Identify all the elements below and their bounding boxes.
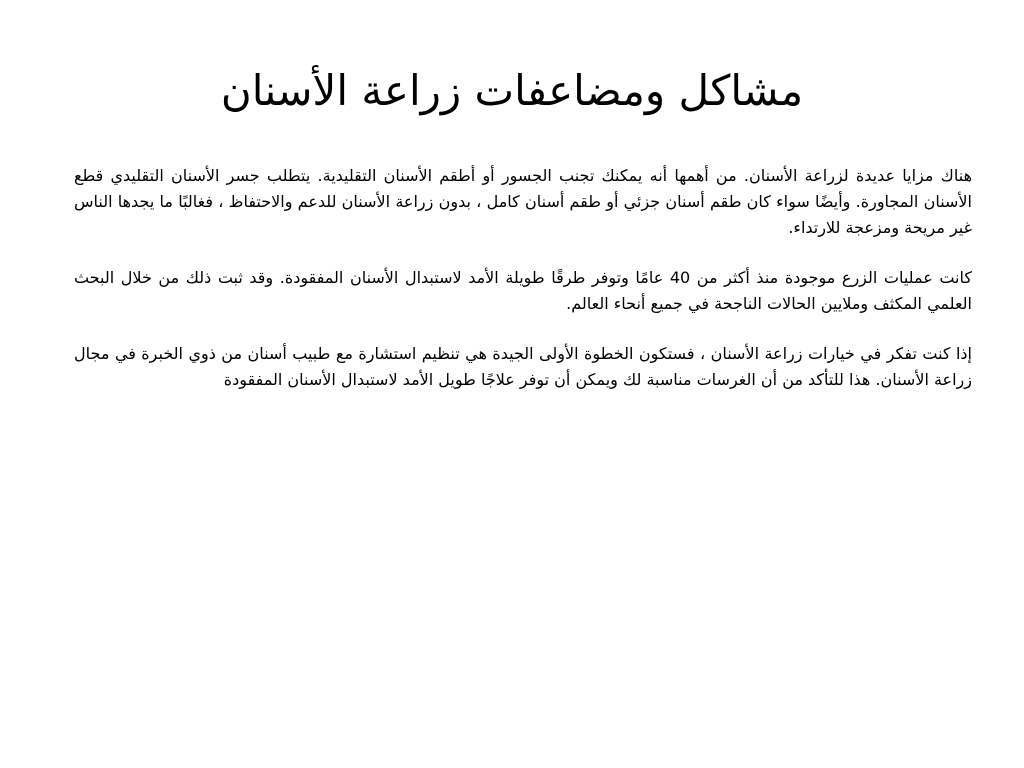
paragraph-benefits: هناك مزايا عديدة لزراعة الأسنان. من أهمها أنه يمكنك تجنب الجسور أو أطقم الأسنان التقليدية. يتطلب جسر الأسنان التقليدي قطع الأسنان المجاورة. وأيضًا سواء كان طقم أسنان جزئي أو طقم أسنان كامل ، بدون زراعة الأسنان للدعم والاحتفاظ ، فغالبًا ما يجدها الناس غير مريحة ومزعجة للارتداء. — [74, 166, 972, 237]
slide-body — [74, 163, 972, 417]
slide-title: مشاكل ومضاعفات زراعة الأسنان — [220, 66, 804, 115]
paragraph-history: كانت عمليات الزرع موجودة منذ أكثر من 40 عامًا وتوفر طرقًا طويلة الأمد لاستبدال الأسنان المفقودة. وقد ثبت ذلك من خلال البحث العلمي المكثف وملايين الحالات الناجحة في جميع أنحاء العالم. — [74, 268, 972, 313]
paragraph-consultation: إذا كنت تفكر في خيارات زراعة الأسنان ، فستكون الخطوة الأولى الجيدة هي تنظيم استشارة مع طبيب أسنان من ذوي الخبرة في مجال زراعة الأسنان. هذا للتأكد من أن الغرسات مناسبة لك ويمكن أن توفر علاجًا طويل الأمد لاستبدال الأسنان المفقودة — [74, 344, 972, 389]
